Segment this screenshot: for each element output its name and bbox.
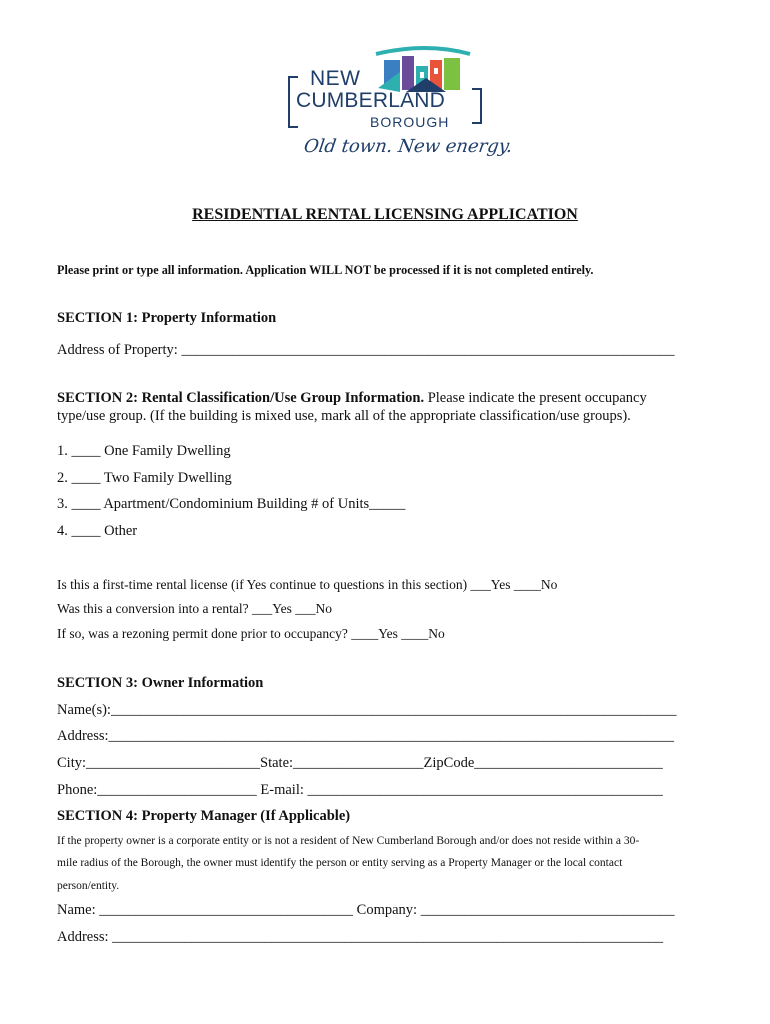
logo-line-borough: BOROUGH <box>370 114 450 130</box>
option-one-family[interactable]: 1. ____ One Family Dwelling <box>57 443 231 459</box>
owner-city-state-zip-field[interactable]: City:________________________State:__________________ZipCode__________________________ <box>57 755 663 771</box>
logo-line-new: NEW <box>310 67 361 90</box>
rezoning-question[interactable]: If so, was a rezoning permit done prior to occupancy? ____Yes ____No <box>57 626 445 641</box>
document-title: RESIDENTIAL RENTAL LICENSING APPLICATION <box>192 206 578 223</box>
option-apartment[interactable]: 3. ____ Apartment/Condominium Building # of Units_____ <box>57 496 406 512</box>
section2-intro-1: Please indicate the present occupancy <box>427 390 647 406</box>
manager-address-field[interactable]: Address: ____________________________________________________________________________ <box>57 929 664 945</box>
owner-names-field[interactable]: Name(s):______________________________________________________________________________ <box>57 702 677 718</box>
logo-tagline: Old town. New energy. <box>302 136 514 157</box>
owner-address-field[interactable]: Address:______________________________________________________________________________ <box>57 728 675 744</box>
section1-heading: SECTION 1: Property Information <box>57 310 277 326</box>
logo-bracket-right <box>472 88 482 124</box>
section3-heading: SECTION 3: Owner Information <box>57 675 264 691</box>
instructions-text: Please print or type all information. Application WILL NOT be processed if it is not completed entirely. <box>57 263 594 277</box>
first-time-question[interactable]: Is this a first-time rental license (if Yes continue to questions in this section) ___Yes ____No <box>57 577 558 592</box>
section4-note-line1: If the property owner is a corporate entity or is not a resident of New Cumberland Borough and/or does not reside within a 30- <box>57 835 640 847</box>
section2-heading-line <box>57 390 647 407</box>
logo-line-cumberland: CUMBERLAND <box>296 89 446 112</box>
section2-intro-2: type/use group. (If the building is mixed use, mark all of the appropriate classification/use groups). <box>57 408 631 424</box>
section4-note-line3: person/entity. <box>57 880 120 892</box>
section2-heading: SECTION 2: Rental Classification/Use Group Information. <box>57 390 425 406</box>
borough-logo <box>286 42 514 166</box>
option-other[interactable]: 4. ____ Other <box>57 523 138 539</box>
option-two-family[interactable]: 2. ____ Two Family Dwelling <box>57 470 232 486</box>
property-address-field[interactable]: Address of Property: ____________________________________________________________________ <box>57 342 675 358</box>
conversion-question[interactable]: Was this a conversion into a rental? ___Yes ___No <box>57 601 332 616</box>
section4-note-line2: mile radius of the Borough, the owner must identify the person or entity serving as a Property Manager or the local contact <box>57 857 623 869</box>
owner-phone-email-field[interactable]: Phone:______________________ E-mail: _________________________________________________ <box>57 782 663 798</box>
section4-heading: SECTION 4: Property Manager (If Applicable) <box>57 808 351 824</box>
manager-name-company-field[interactable]: Name: ___________________________________ Company: ___________________________________ <box>57 902 675 918</box>
